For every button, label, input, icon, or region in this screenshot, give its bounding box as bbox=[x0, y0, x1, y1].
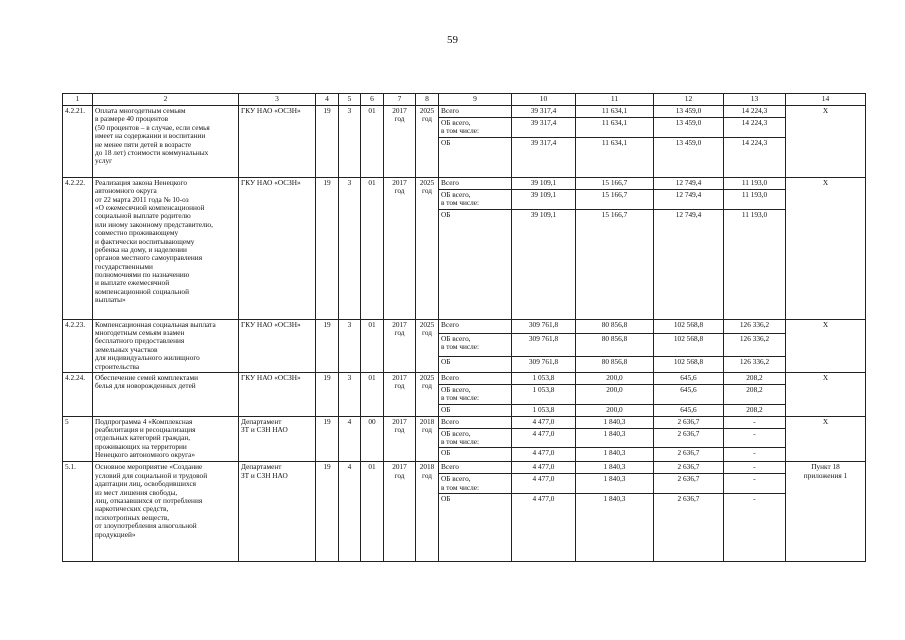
value-year-3: 14 224,3 bbox=[724, 118, 786, 138]
row-note: X bbox=[786, 319, 866, 372]
value-year-1: 80 856,8 bbox=[576, 319, 654, 333]
value-year-1: 200,0 bbox=[576, 372, 654, 384]
column-header-2: 2 bbox=[93, 94, 239, 106]
row-start-year: 2017 год bbox=[384, 462, 416, 562]
value-year-2: 12 749,4 bbox=[654, 209, 724, 319]
row-code-event: 01 bbox=[361, 462, 384, 562]
row-note: X bbox=[786, 416, 866, 462]
value-year-3: - bbox=[724, 448, 786, 462]
value-total: 39 109,1 bbox=[512, 189, 576, 209]
funding-source: ОБ bbox=[439, 209, 512, 319]
table-header bbox=[63, 94, 866, 106]
row-end-year: 2025 год bbox=[416, 372, 439, 416]
row-code-event: 01 bbox=[361, 372, 384, 416]
value-year-3: 11 193,0 bbox=[724, 209, 786, 319]
row-note: X bbox=[786, 106, 866, 178]
value-year-1: 80 856,8 bbox=[576, 356, 654, 372]
value-year-3: - bbox=[724, 416, 786, 428]
value-year-3: 208,2 bbox=[724, 384, 786, 404]
value-year-3: - bbox=[724, 474, 786, 494]
column-header-5: 5 bbox=[339, 94, 361, 106]
row-code: 5.1. bbox=[63, 462, 93, 562]
row-description: Обеспечение семей комплектами белья для новорожденных детей bbox=[93, 372, 239, 416]
row-code-subprogram: 3 bbox=[339, 372, 361, 416]
funding-source: ОБ bbox=[439, 448, 512, 462]
row-code-subprogram: 4 bbox=[339, 416, 361, 462]
value-total: 4 477,0 bbox=[512, 428, 576, 448]
value-year-1: 1 840,3 bbox=[576, 462, 654, 474]
value-total: 1 053,8 bbox=[512, 372, 576, 384]
row-end-year: 2018 год bbox=[416, 416, 439, 462]
funding-source: ОБ всего, в том числе: bbox=[439, 189, 512, 209]
funding-source: ОБ bbox=[439, 404, 512, 416]
row-end-year: 2025 год bbox=[416, 319, 439, 372]
column-header-6: 6 bbox=[361, 94, 384, 106]
column-header-13: 13 bbox=[724, 94, 786, 106]
table-row bbox=[63, 177, 866, 189]
row-code-grbs: 19 bbox=[316, 106, 339, 178]
row-code-subprogram: 3 bbox=[339, 106, 361, 178]
value-total: 4 477,0 bbox=[512, 494, 576, 562]
row-code-event: 01 bbox=[361, 319, 384, 372]
value-year-2: 102 568,8 bbox=[654, 319, 724, 333]
value-total: 39 109,1 bbox=[512, 209, 576, 319]
row-note: Пункт 18 приложения 1 bbox=[786, 462, 866, 562]
row-executor: Департамент ЗТ и СЗН НАО bbox=[239, 416, 316, 462]
value-year-1: 11 634,1 bbox=[576, 106, 654, 118]
value-year-2: 13 459,0 bbox=[654, 118, 724, 138]
value-year-3: - bbox=[724, 462, 786, 474]
value-year-3: 208,2 bbox=[724, 372, 786, 384]
table-row bbox=[63, 106, 866, 118]
value-year-2: 102 568,8 bbox=[654, 333, 724, 356]
value-year-1: 80 856,8 bbox=[576, 333, 654, 356]
column-header-8: 8 bbox=[416, 94, 439, 106]
row-code-grbs: 19 bbox=[316, 177, 339, 319]
row-description: Компенсационная социальная выплата многодетным семьям взамен бесплатного предоставления земельных участков для индивидуального жилищного строительства bbox=[93, 319, 239, 372]
value-total: 4 477,0 bbox=[512, 448, 576, 462]
row-code: 4.2.24. bbox=[63, 372, 93, 416]
value-year-1: 1 840,3 bbox=[576, 428, 654, 448]
value-year-1: 11 634,1 bbox=[576, 137, 654, 177]
row-code-grbs: 19 bbox=[316, 319, 339, 372]
row-start-year: 2017 год bbox=[384, 106, 416, 178]
column-header-4: 4 bbox=[316, 94, 339, 106]
funding-source: Всего bbox=[439, 319, 512, 333]
value-year-1: 1 840,3 bbox=[576, 448, 654, 462]
value-year-2: 13 459,0 bbox=[654, 137, 724, 177]
value-total: 309 761,8 bbox=[512, 319, 576, 333]
row-end-year: 2025 год bbox=[416, 177, 439, 319]
column-header-14: 14 bbox=[786, 94, 866, 106]
column-header-10: 10 bbox=[512, 94, 576, 106]
row-code-event: 01 bbox=[361, 177, 384, 319]
row-code-event: 00 bbox=[361, 416, 384, 462]
column-header-12: 12 bbox=[654, 94, 724, 106]
value-year-3: - bbox=[724, 494, 786, 562]
value-total: 39 109,1 bbox=[512, 177, 576, 189]
funding-source: ОБ bbox=[439, 494, 512, 562]
funding-source: ОБ всего, в том числе: bbox=[439, 384, 512, 404]
value-year-2: 645,6 bbox=[654, 384, 724, 404]
value-year-2: 2 636,7 bbox=[654, 494, 724, 562]
value-year-2: 2 636,7 bbox=[654, 416, 724, 428]
funding-source: ОБ всего, в том числе: bbox=[439, 474, 512, 494]
value-year-3: 208,2 bbox=[724, 404, 786, 416]
funding-source: ОБ bbox=[439, 356, 512, 372]
row-code-grbs: 19 bbox=[316, 416, 339, 462]
value-year-2: 2 636,7 bbox=[654, 462, 724, 474]
value-year-1: 11 634,1 bbox=[576, 118, 654, 138]
value-year-1: 15 166,7 bbox=[576, 189, 654, 209]
row-executor: ГКУ НАО «ОСЗН» bbox=[239, 319, 316, 372]
value-total: 309 761,8 bbox=[512, 333, 576, 356]
value-year-1: 15 166,7 bbox=[576, 209, 654, 319]
row-note: X bbox=[786, 177, 866, 319]
row-executor: ГКУ НАО «ОСЗН» bbox=[239, 177, 316, 319]
value-total: 39 317,4 bbox=[512, 137, 576, 177]
row-end-year: 2018 год bbox=[416, 462, 439, 562]
table-row bbox=[63, 372, 866, 384]
table-row bbox=[63, 319, 866, 333]
value-year-1: 1 840,3 bbox=[576, 474, 654, 494]
value-total: 1 053,8 bbox=[512, 384, 576, 404]
value-year-1: 15 166,7 bbox=[576, 177, 654, 189]
value-total: 4 477,0 bbox=[512, 474, 576, 494]
row-code-subprogram: 3 bbox=[339, 319, 361, 372]
row-code: 5 bbox=[63, 416, 93, 462]
row-executor: Департамент ЗТ и СЗН НАО bbox=[239, 462, 316, 562]
row-code-subprogram: 3 bbox=[339, 177, 361, 319]
value-total: 1 053,8 bbox=[512, 404, 576, 416]
table-body bbox=[63, 106, 866, 562]
budget-table bbox=[62, 93, 866, 562]
value-year-2: 102 568,8 bbox=[654, 356, 724, 372]
funding-source: Всего bbox=[439, 372, 512, 384]
page-number: 59 bbox=[447, 34, 458, 46]
row-executor: ГКУ НАО «ОСЗН» bbox=[239, 106, 316, 178]
row-code: 4.2.22. bbox=[63, 177, 93, 319]
column-header-11: 11 bbox=[576, 94, 654, 106]
table-row bbox=[63, 416, 866, 428]
row-start-year: 2017 год bbox=[384, 416, 416, 462]
value-year-3: 11 193,0 bbox=[724, 189, 786, 209]
value-total: 4 477,0 bbox=[512, 416, 576, 428]
value-year-2: 12 749,4 bbox=[654, 177, 724, 189]
value-year-1: 1 840,3 bbox=[576, 494, 654, 562]
value-year-1: 1 840,3 bbox=[576, 416, 654, 428]
column-header-7: 7 bbox=[384, 94, 416, 106]
value-year-3: - bbox=[724, 428, 786, 448]
value-year-3: 126 336,2 bbox=[724, 319, 786, 333]
row-description: Основное мероприятие «Создание условий для социальной и трудовой адаптации лиц, освободившихся из мест лишения свободы, лиц, отказавшихся от потребления наркотических средств, психотропных веществ, от злоупотребления алкогольной продукцией» bbox=[93, 462, 239, 562]
column-header-1: 1 bbox=[63, 94, 93, 106]
row-description: Подпрограмма 4 «Комплексная реабилитация и ресоциализация отдельных категорий граждан, проживающих на территории Ненецкого автономного округа» bbox=[93, 416, 239, 462]
funding-source: Всего bbox=[439, 106, 512, 118]
row-code-grbs: 19 bbox=[316, 372, 339, 416]
funding-source: ОБ всего, в том числе: bbox=[439, 428, 512, 448]
value-year-2: 2 636,7 bbox=[654, 428, 724, 448]
funding-source: Всего bbox=[439, 462, 512, 474]
value-year-2: 645,6 bbox=[654, 404, 724, 416]
value-total: 39 317,4 bbox=[512, 118, 576, 138]
value-year-2: 2 636,7 bbox=[654, 474, 724, 494]
funding-source: Всего bbox=[439, 416, 512, 428]
row-start-year: 2017 год bbox=[384, 177, 416, 319]
row-executor: ГКУ НАО «ОСЗН» bbox=[239, 372, 316, 416]
value-year-3: 11 193,0 bbox=[724, 177, 786, 189]
value-year-2: 645,6 bbox=[654, 372, 724, 384]
row-code-subprogram: 4 bbox=[339, 462, 361, 562]
column-header-3: 3 bbox=[239, 94, 316, 106]
row-code-grbs: 19 bbox=[316, 462, 339, 562]
funding-source: Всего bbox=[439, 177, 512, 189]
row-description: Оплата многодетным семьям в размере 40 процентов (50 процентов – в случае, если семья имеет на содержании и воспитании не менее пяти детей в возрасте до 18 лет) стоимости коммунальных услуг bbox=[93, 106, 239, 178]
row-start-year: 2017 год bbox=[384, 372, 416, 416]
value-year-1: 200,0 bbox=[576, 404, 654, 416]
funding-source: ОБ всего, в том числе: bbox=[439, 118, 512, 138]
value-year-3: 14 224,3 bbox=[724, 137, 786, 177]
value-year-1: 200,0 bbox=[576, 384, 654, 404]
value-year-3: 126 336,2 bbox=[724, 333, 786, 356]
value-year-2: 2 636,7 bbox=[654, 448, 724, 462]
row-code-event: 01 bbox=[361, 106, 384, 178]
value-year-3: 126 336,2 bbox=[724, 356, 786, 372]
row-description: Реализация закона Ненецкого автономного округа от 22 марта 2011 года № 10-оз «О ежемесячной компенсационной социальной выплате родителю или иному законному представителю, совместно проживающему и фактически воспитывающему ребенка на дому, и наделении органов местного самоуправления государственными полномочиями по назначению и выплате ежемесячной компенсационной социальной выплаты» bbox=[93, 177, 239, 319]
row-start-year: 2017 год bbox=[384, 319, 416, 372]
column-header-9: 9 bbox=[439, 94, 512, 106]
value-year-3: 14 224,3 bbox=[724, 106, 786, 118]
row-note: X bbox=[786, 372, 866, 416]
row-code: 4.2.21. bbox=[63, 106, 93, 178]
value-year-2: 12 749,4 bbox=[654, 189, 724, 209]
row-end-year: 2025 год bbox=[416, 106, 439, 178]
table-row bbox=[63, 462, 866, 474]
funding-source: ОБ всего, в том числе: bbox=[439, 333, 512, 356]
value-total: 4 477,0 bbox=[512, 462, 576, 474]
value-total: 39 317,4 bbox=[512, 106, 576, 118]
value-total: 309 761,8 bbox=[512, 356, 576, 372]
funding-source: ОБ bbox=[439, 137, 512, 177]
value-year-2: 13 459,0 bbox=[654, 106, 724, 118]
row-code: 4.2.23. bbox=[63, 319, 93, 372]
